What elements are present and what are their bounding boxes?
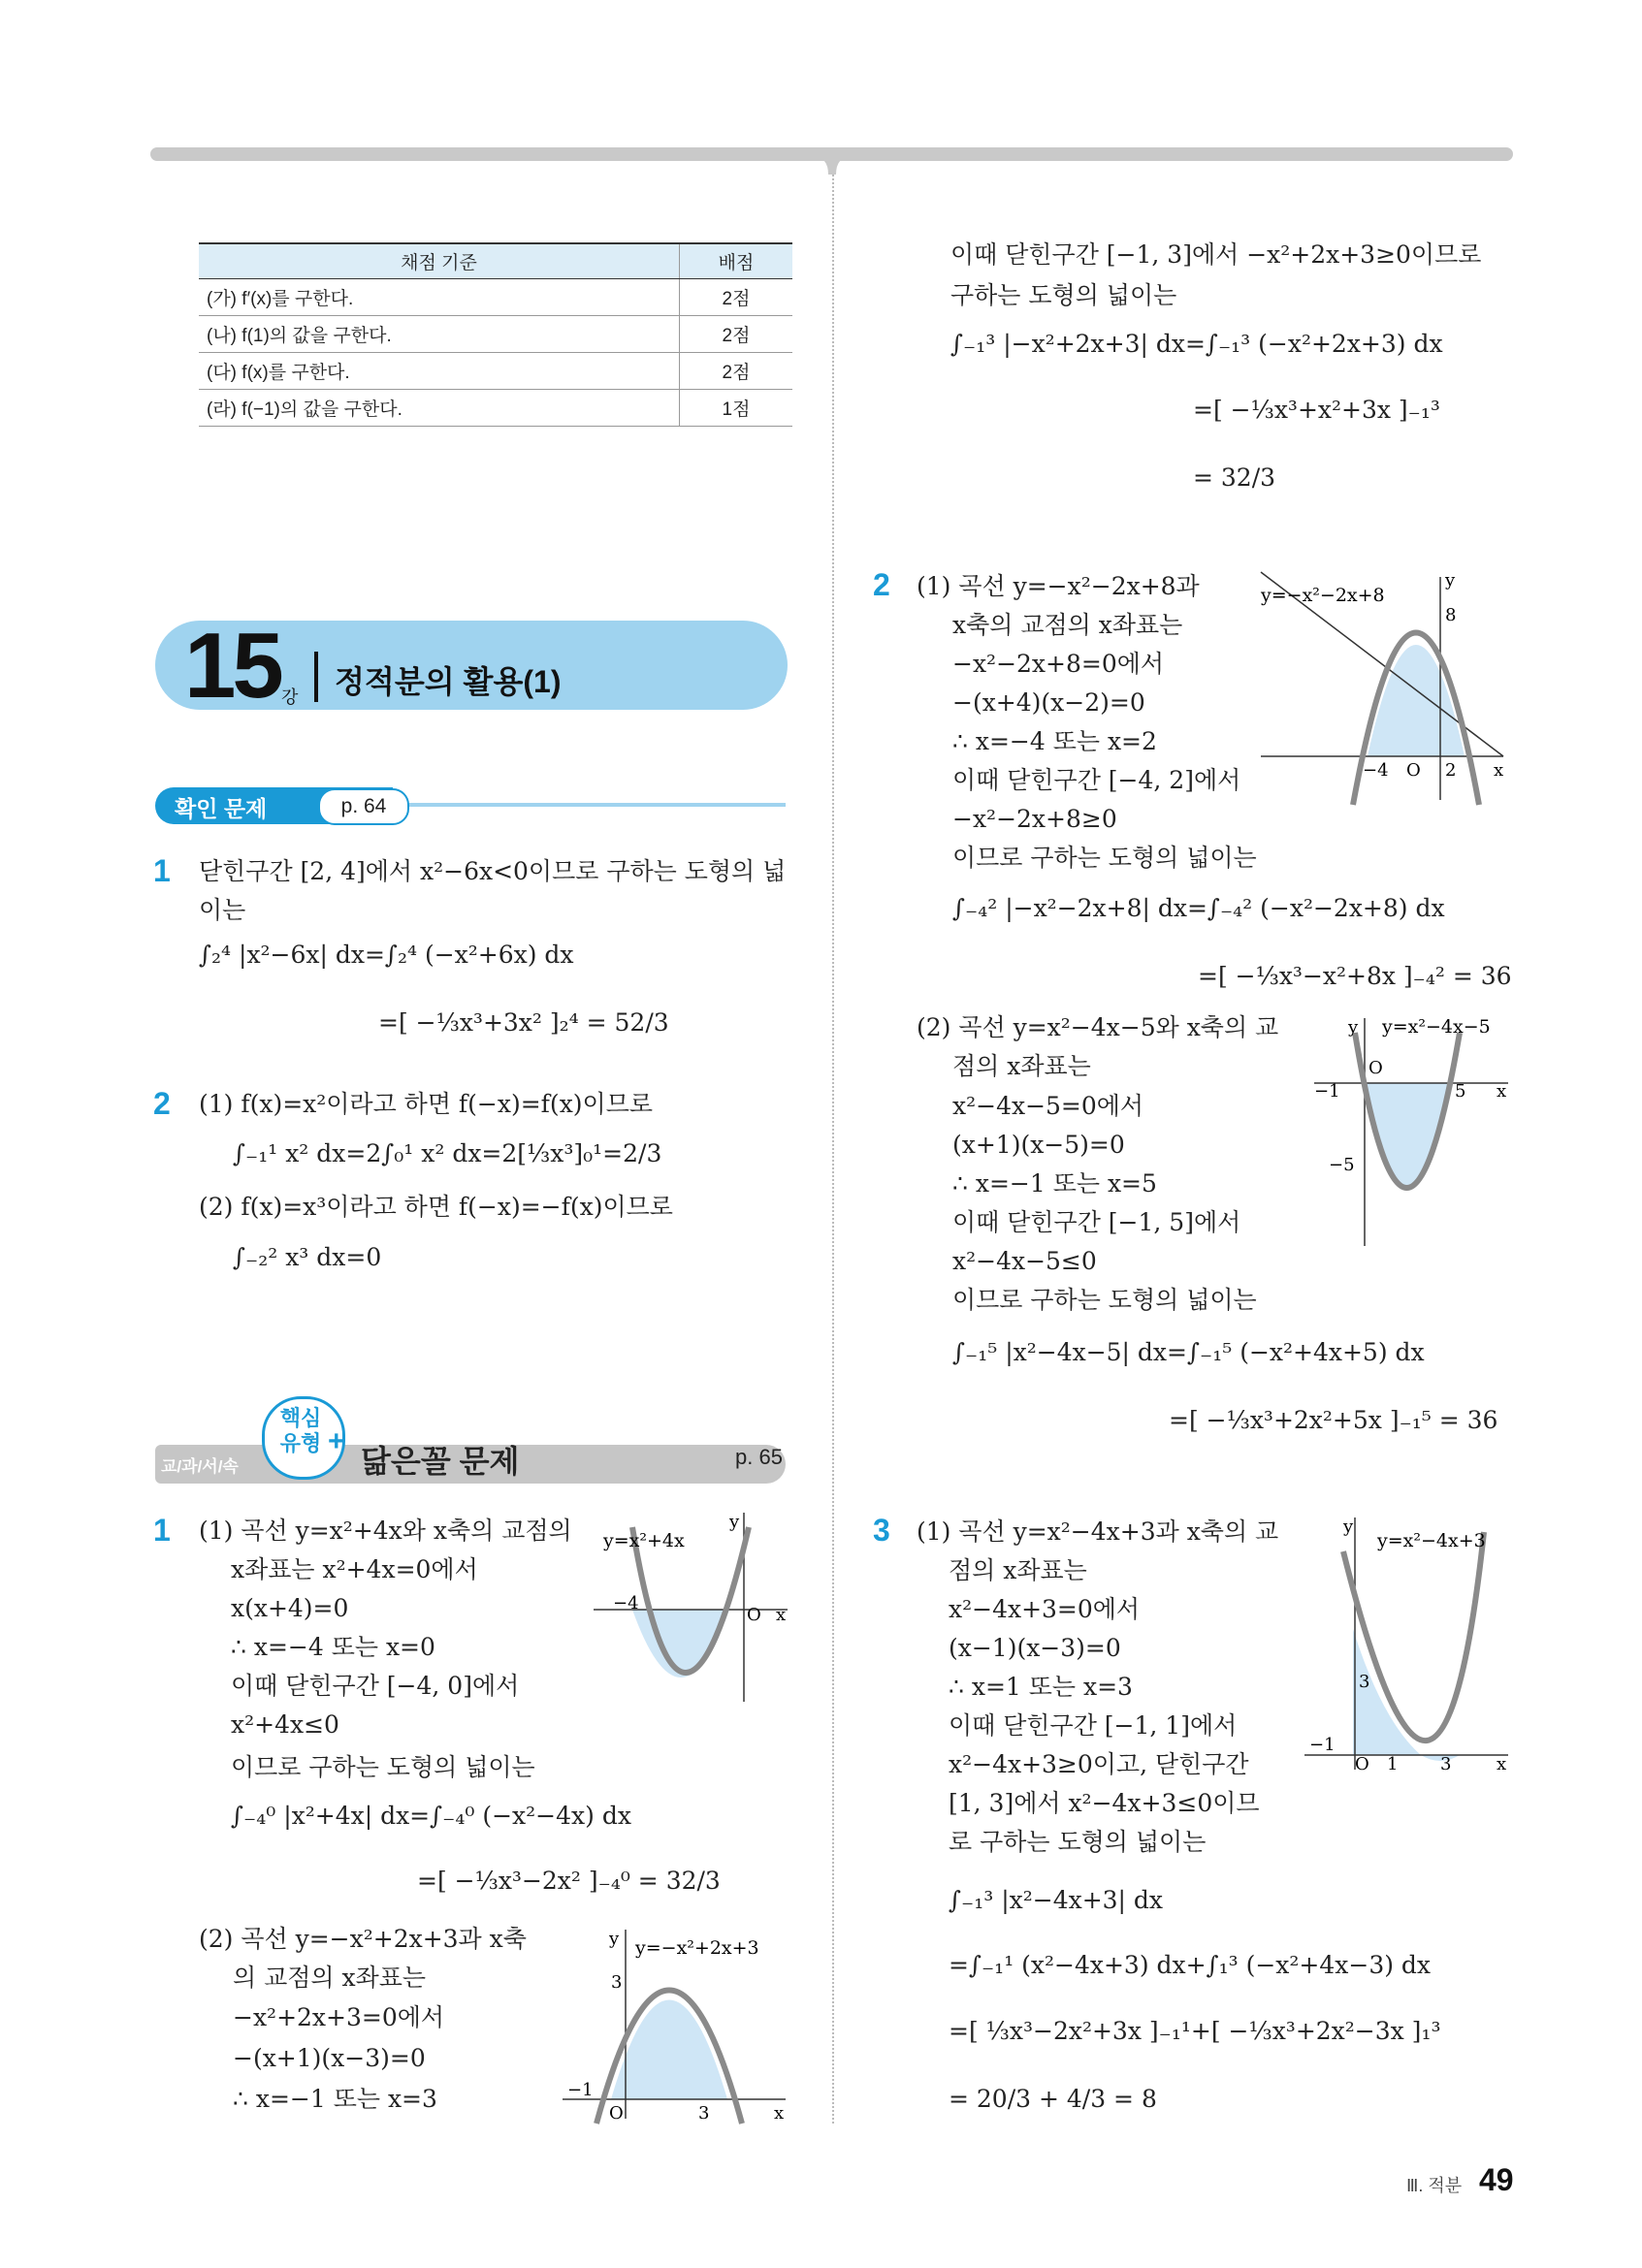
solution-line: ∫₋₄² |−x²−2x+8| dx=∫₋₄² (−x²−2x+8) dx — [952, 894, 1445, 922]
solution-line: =[ −⅓x³+3x² ]₂⁴ = 52/3 — [378, 1008, 669, 1037]
solution-line: x좌표는 x²+4x=0에서 — [231, 1555, 478, 1583]
solution-line: ∫₋₁³ |x²−4x+3| dx — [949, 1886, 1164, 1914]
graph-s1-1 — [594, 1508, 792, 1711]
solution-line: x²−4x+3=0에서 — [949, 1595, 1141, 1623]
tick-label: −4 — [1363, 760, 1389, 781]
page-number: 49 — [1479, 2162, 1514, 2197]
solution-line: 이는 — [199, 896, 246, 924]
y-axis-label: y — [609, 1929, 620, 1949]
solution-line: x축의 교점의 x좌표는 — [952, 611, 1183, 639]
solution-line: 이때 닫힌구간 [−1, 1]에서 — [949, 1711, 1238, 1740]
score-header-criterion: 채점 기준 — [199, 243, 680, 279]
solution-line: ∫₋₂² x³ dx=0 — [233, 1243, 382, 1271]
solution-line: 이때 닫힌구간 [−4, 0]에서 — [231, 1672, 520, 1700]
solution-line: 의 교점의 x좌표는 — [233, 1964, 427, 1992]
graph-equation: y=−x²−2x+8 — [1261, 585, 1385, 606]
graph-equation: y=x²+4x — [603, 1530, 685, 1551]
solution-line: =[ −⅓x³+2x²+5x ]₋₁⁵ = 36 — [1169, 1406, 1498, 1434]
tick-label: −4 — [613, 1593, 639, 1613]
origin-label: O — [1368, 1058, 1383, 1078]
graph-s3 — [1304, 1513, 1513, 1774]
x-axis-label: x — [1497, 1081, 1507, 1102]
chapter-label: Ⅲ. 적분 — [1406, 2176, 1463, 2195]
solution-line: 점의 x좌표는 — [952, 1052, 1091, 1080]
solution-line: −(x+1)(x−3)=0 — [233, 2044, 426, 2072]
origin-label: O — [747, 1605, 761, 1625]
check-page-ref: p. 64 — [318, 788, 409, 825]
solution-line: 점의 x좌표는 — [949, 1556, 1087, 1584]
tick-label: 3 — [1440, 1754, 1452, 1774]
tick-label: −1 — [567, 2080, 594, 2100]
solution-line: 닫힌구간 [2, 4]에서 x²−6x<0이므로 구하는 도형의 넓 — [199, 857, 787, 885]
column-divider — [832, 175, 834, 2124]
score-criterion: (가) f′(x)를 구한다. — [199, 279, 680, 316]
solution-line: (x+1)(x−5)=0 — [952, 1131, 1125, 1159]
similar-title: 닮은꼴 문제 — [361, 1444, 520, 1479]
solution-line: ∴ x=1 또는 x=3 — [949, 1673, 1133, 1701]
lesson-number: 15 — [184, 614, 280, 718]
solution-line: (1) 곡선 y=−x²−2x+8과 — [917, 572, 1200, 600]
solution-line: x²+4x≤0 — [231, 1710, 339, 1739]
tick-label: 5 — [1455, 1081, 1466, 1102]
y-axis-label: y — [1348, 1017, 1359, 1038]
solution-line: 이므로 구하는 도형의 넓이는 — [952, 1286, 1257, 1314]
tick-label: −1 — [1314, 1081, 1340, 1102]
graph-equation: y=−x²+2x+3 — [635, 1937, 759, 1959]
tick-label: 8 — [1445, 605, 1457, 625]
origin-label: O — [1406, 760, 1421, 781]
top-notch — [813, 145, 852, 175]
score-points: 2점 — [680, 353, 793, 390]
table-row — [199, 316, 792, 353]
solution-line: =[ −⅓x³+x²+3x ]₋₁³ — [1193, 396, 1440, 424]
y-axis-label: y — [1343, 1517, 1354, 1537]
solution-line: x²−4x−5≤0 — [952, 1247, 1097, 1275]
table-row — [199, 353, 792, 390]
tick-label: 3 — [611, 1972, 623, 1993]
check-label: 확인 문제 — [175, 796, 268, 821]
score-criterion: (다) f(x)를 구한다. — [199, 353, 680, 390]
solution-line: ∴ x=−4 또는 x=2 — [952, 727, 1157, 755]
x-axis-label: x — [1494, 760, 1504, 781]
solution-line: ∴ x=−1 또는 x=5 — [952, 1169, 1157, 1198]
solution-line: x²−4x+3≥0이고, 닫힌구간 — [949, 1750, 1249, 1778]
solution-line: −x²+2x+3=0에서 — [233, 2003, 445, 2031]
check-rule — [393, 803, 786, 807]
solution-line: =[ ⅓x³−2x²+3x ]₋₁¹+[ −⅓x³+2x²−3x ]₁³ — [949, 2017, 1441, 2045]
solution-line: ∫₋₄⁰ |x²+4x| dx=∫₋₄⁰ (−x²−4x) dx — [231, 1802, 631, 1830]
problem-number: 2 — [873, 567, 890, 602]
lesson-divider — [314, 652, 318, 702]
solution-line: 이므로 구하는 도형의 넓이는 — [952, 844, 1257, 872]
tick-label: −5 — [1329, 1155, 1355, 1175]
score-table — [199, 242, 792, 427]
table-row — [199, 279, 792, 316]
solution-line: ∫₋₁¹ x² dx=2∫₀¹ x² dx=2[⅓x³]₀¹=2/3 — [233, 1139, 662, 1167]
tick-label: 3 — [1359, 1672, 1370, 1692]
solution-line: = 32/3 — [1193, 463, 1276, 492]
x-axis-label: x — [1497, 1754, 1507, 1774]
solution-line: (1) 곡선 y=x²−4x+3과 x축의 교 — [917, 1517, 1279, 1546]
tick-label: 3 — [698, 2103, 710, 2124]
origin-label: O — [1355, 1754, 1369, 1774]
solution-line: 이때 닫힌구간 [−1, 3]에서 −x²+2x+3≥0이므로 — [950, 240, 1482, 269]
badge-top: 핵심 — [279, 1406, 322, 1430]
y-axis-label: y — [729, 1512, 740, 1532]
problem-number: 1 — [153, 853, 171, 888]
problem-number: 3 — [873, 1513, 890, 1548]
graph-s2-1 — [1261, 572, 1508, 805]
tick-label: −1 — [1309, 1735, 1336, 1755]
graph-s2-2 — [1314, 1013, 1513, 1246]
solution-line: (2) 곡선 y=x²−4x−5와 x축의 교 — [917, 1013, 1279, 1041]
solution-line: −x²−2x+8=0에서 — [952, 650, 1165, 678]
tick-label: 2 — [1445, 760, 1457, 781]
solution-line: ∫₋₁⁵ |x²−4x−5| dx=∫₋₁⁵ (−x²+4x+5) dx — [952, 1338, 1425, 1366]
problem-number: 2 — [153, 1086, 171, 1121]
solution-line: [1, 3]에서 x²−4x+3≤0이므 — [949, 1789, 1260, 1817]
solution-line: 구하는 도형의 넓이는 — [950, 281, 1177, 309]
similar-badge-text — [272, 1406, 330, 1456]
x-axis-label: x — [774, 2103, 785, 2124]
problem-number: 1 — [153, 1513, 171, 1548]
solution-line: (1) 곡선 y=x²+4x와 x축의 교점의 — [199, 1517, 572, 1545]
solution-line: −(x+4)(x−2)=0 — [952, 688, 1145, 717]
solution-line: (2) f(x)=x³이라고 하면 f(−x)=−f(x)이므로 — [199, 1193, 673, 1221]
origin-label: O — [609, 2103, 624, 2124]
solution-line: = 20/3 + 4/3 = 8 — [949, 2085, 1157, 2113]
y-axis-label: y — [1445, 570, 1456, 591]
solution-line: (2) 곡선 y=−x²+2x+3과 x축 — [199, 1925, 527, 1953]
badge-bottom: 유형 — [279, 1431, 322, 1455]
solution-line: (x−1)(x−3)=0 — [949, 1634, 1121, 1662]
graph-equation: y=x²−4x−5 — [1382, 1016, 1491, 1038]
score-points: 1점 — [680, 390, 793, 427]
x-axis-label: x — [776, 1605, 787, 1625]
solution-line: =[ −⅓x³−2x² ]₋₄⁰ = 32/3 — [417, 1867, 721, 1895]
score-points: 2점 — [680, 316, 793, 353]
score-points: 2점 — [680, 279, 793, 316]
similar-small-label: 교/과/서/속 — [161, 1457, 239, 1476]
solution-line: ∫₋₁³ |−x²+2x+3| dx=∫₋₁³ (−x²+2x+3) dx — [950, 330, 1443, 358]
solution-line: ∫₂⁴ |x²−6x| dx=∫₂⁴ (−x²+6x) dx — [199, 941, 574, 969]
solution-line: =[ −⅓x³−x²+8x ]₋₄² = 36 — [1198, 962, 1512, 990]
solution-line: x(x+4)=0 — [231, 1594, 349, 1622]
solution-line: 이므로 구하는 도형의 넓이는 — [231, 1753, 535, 1781]
solution-line: 이때 닫힌구간 [−1, 5]에서 — [952, 1208, 1241, 1236]
lesson-title: 정적분의 활용(1) — [335, 664, 562, 699]
solution-line: (1) f(x)=x²이라고 하면 f(−x)=f(x)이므로 — [199, 1090, 653, 1118]
score-header-points: 배점 — [680, 243, 793, 279]
solution-line: −x²−2x+8≥0 — [952, 805, 1117, 833]
solution-line: 이때 닫힌구간 [−4, 2]에서 — [952, 766, 1241, 794]
tick-label: 1 — [1387, 1754, 1399, 1774]
solution-line: ∴ x=−1 또는 x=3 — [233, 2085, 437, 2113]
solution-line: x²−4x−5=0에서 — [952, 1092, 1144, 1120]
graph-equation: y=x²−4x+3 — [1377, 1530, 1486, 1551]
score-criterion: (라) f(−1)의 값을 구한다. — [199, 390, 680, 427]
graph-s1-2 — [563, 1925, 790, 2124]
solution-line: ∴ x=−4 또는 x=0 — [231, 1633, 435, 1661]
plus-icon: + — [328, 1425, 345, 1457]
similar-page-ref: p. 65 — [735, 1445, 783, 1469]
solution-line: =∫₋₁¹ (x²−4x+3) dx+∫₁³ (−x²+4x−3) dx — [949, 1951, 1432, 1979]
solution-line: 로 구하는 도형의 넓이는 — [949, 1828, 1207, 1856]
score-criterion: (나) f(1)의 값을 구한다. — [199, 316, 680, 353]
lesson-unit: 강 — [281, 687, 299, 707]
table-row — [199, 390, 792, 427]
